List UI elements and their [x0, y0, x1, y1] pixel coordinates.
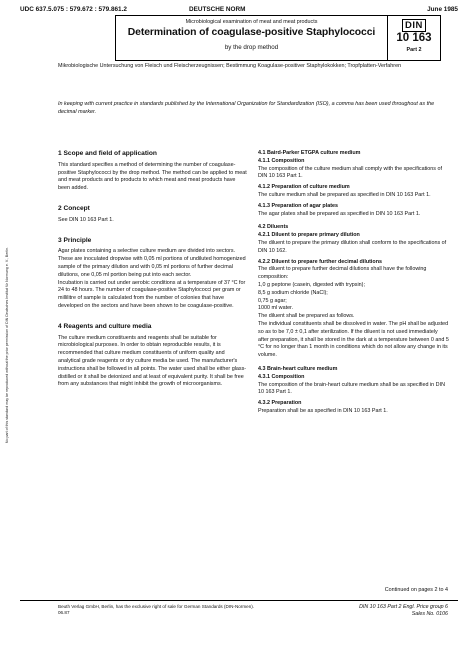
- footer-rule: [20, 600, 458, 601]
- section-3-text-2: Incubation is carried out under aerobic conditions at a temperature of 37 °C for 24 to 48 hours. The number of coagulase-positive Staphylococci per gram or millilitre of sample is calculated from the number of colonies that have developed on the sectors and have been shown to be coagulase-positive.: [58, 279, 246, 309]
- composition-item: 1,0 g peptone (casein, digested with trypsin);: [258, 281, 365, 288]
- section-4-1-3-text: The agar plates shall be prepared as specified in DIN 10 163 Part 1.: [258, 210, 421, 217]
- section-3-text-1: Agar plates containing a selective culture medium are divided into sectors. These are inoculated dropwise with 0,05 ml portions of undiluted homogenized sample of the primary dilution and with 0,05 ml portions of further decimal dilutions, one 0,05 ml portion being put into each sector.: [58, 248, 246, 278]
- udc-code: UDC 637.5.075 : 579.672 : 579.861.2: [20, 6, 127, 13]
- copyright-sidebar: [0, 150, 14, 540]
- document-subtitle: by the drop method: [224, 44, 279, 51]
- series-title: Microbiological examination of meat and meat products: [185, 19, 318, 25]
- section-4-3-1-heading: 4.3.1 Composition: [258, 373, 305, 380]
- german-title: Mikrobiologische Untersuchung von Fleisch und Fleischerzeugnissen; Bestimmung Koagulase-positiver Staphylokokken; Tropfplatten-Verfahren: [58, 63, 402, 69]
- section-4-heading: 4 Reagents and culture media: [58, 322, 152, 330]
- section-4-3-2-text: Preparation shall be as specified in DIN 10 163 Part 1.: [258, 407, 388, 414]
- din-part: Part 2: [406, 47, 422, 53]
- section-4-1-2-heading: 4.1.2 Preparation of culture medium: [258, 184, 350, 191]
- section-2-heading: 2 Concept: [58, 204, 90, 212]
- section-2-text: See DIN 10 163 Part 1.: [58, 216, 114, 223]
- section-4-2-2-heading: 4.2.2 Diluent to prepare further decimal dilutions: [258, 258, 383, 265]
- section-4-2-2-text: The diluent to prepare further decimal dilutions shall have the following composition:: [258, 266, 427, 281]
- price-group: DIN 10 163 Part 2 Engl. Price group 6: [359, 604, 448, 610]
- composition-item: 1000 ml water.: [258, 305, 294, 312]
- section-4-1-2-text: The culture medium shall be prepared as specified in DIN 10 163 Part 1.: [258, 191, 431, 198]
- section-4-2-1-text: The diluent to prepare the primary dilution shall conform to the specifications of DIN 10 162.: [258, 239, 447, 254]
- title-box: [115, 15, 388, 61]
- din-logo: DIN: [402, 19, 426, 32]
- composition-item: 8,5 g sodium chloride (NaCl);: [258, 289, 328, 296]
- publisher-note: Beuth Verlag GmbH, Berlin, has the exclusive right of sale for German Standards (DIN-Normen).: [58, 604, 255, 609]
- din-number: 10 163: [396, 32, 432, 44]
- publication-date: June 1985: [427, 6, 458, 13]
- section-1-text: This standard specifies a method of determining the number of coagulase-positive Staphylococci by the drop method. The method can be applied to meat and meat products and to products to which meat and meat products have been added.: [58, 161, 247, 192]
- section-4-1-1-text: The composition of the culture medium shall comply with the specifications of DIN 10 163 Part 1.: [258, 165, 442, 180]
- section-4-3-2-heading: 4.3.2 Preparation: [258, 400, 302, 407]
- intro-note: In keeping with current practice in standards published by the International Organization for Standardization (ISO), a comma has been used throughout as the decimal marker.: [58, 101, 435, 115]
- section-4-2-2-text-2: The diluent shall be prepared as follows.: [258, 313, 355, 320]
- norm-type: DEUTSCHE NORM: [189, 6, 246, 13]
- section-4-text: The culture medium constituents and reagents shall be suitable for microbiological purposes. In order to obtain reproducible results, it is recommended that culture medium constituents of uniform quality and analytical grade reagents or dry culture media be used. The manufacturer's instructions shall be followed in all points. The water used shall be either glass-distilled or it shall be deionized and at least of equivalent purity. It shall be free from any substances that might inhibit the growth of microorganisms.: [58, 334, 247, 388]
- section-4-2-2-text-3: The individual constituents shall be dissolved in water. The pH shall be adjusted so as to be 7,0 ± 0,1 after sterilization. If the diluent is not used immediately after preparation, it shall be stored in the dark at a temperature between 0 and 5 °C for no longer than 1 month in conditions which do not allow any change in its volume.: [258, 320, 449, 359]
- section-3-heading: 3 Principle: [58, 236, 92, 244]
- section-4-1-3-heading: 4.1.3 Preparation of agar plates: [258, 202, 338, 209]
- section-4-3-1-text: The composition of the brain-heart culture medium shall be as specified in DIN 10 163 Part 1.: [258, 381, 445, 396]
- din-number-box: [387, 15, 441, 61]
- section-4-1-1-heading: 4.1.1 Composition: [258, 157, 305, 164]
- section-1-heading: 1 Scope and field of application: [58, 150, 157, 157]
- section-4-2-heading: 4.2 Diluents: [258, 224, 289, 231]
- continued-note: Continued on pages 2 to 4: [384, 587, 448, 593]
- section-4-1-heading: 4.1 Baird-Parker ETGPA culture medium: [258, 150, 361, 156]
- left-column: [58, 150, 248, 389]
- section-4-3-heading: 4.3 Brain-heart culture medium: [258, 365, 338, 372]
- sales-number: Sales No. 0106: [411, 611, 448, 618]
- document-title: Determination of coagulase-positive Staphylococci: [127, 27, 376, 38]
- right-column: [258, 150, 450, 416]
- print-date: 06.87: [58, 610, 70, 615]
- section-4-2-1-heading: 4.2.1 Diluent to prepare primary dilution: [258, 232, 360, 239]
- copyright-sidebar-text: No part of this standard may be reproduced without the prior permission of DIN Deutsches Institut für Normung e. V., Berlin.: [5, 246, 9, 444]
- composition-item: 0,75 g agar;: [258, 297, 287, 304]
- footer-publisher: [58, 604, 318, 616]
- footer-reference: [318, 604, 448, 619]
